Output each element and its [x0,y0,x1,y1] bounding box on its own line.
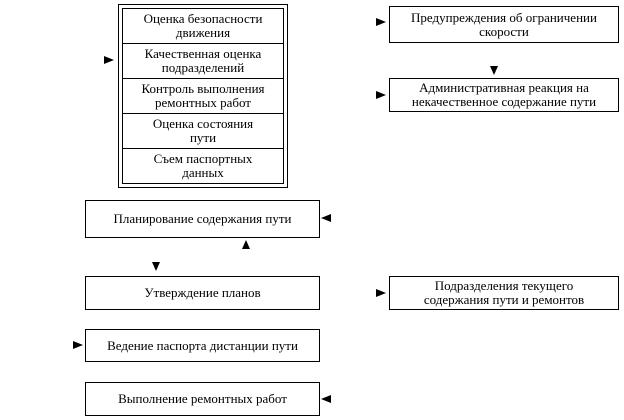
maintenance-planning-input-arrow [321,214,331,222]
track-condition-cell: Оценка состояния пути [123,114,283,149]
admin-response-input-arrow [376,91,386,99]
stack-input-arrow [104,56,114,64]
quality-assessment-cell: Качественная оценка подразделений [123,44,283,79]
speed-warnings-box: Предупреждения об ограничении скорости [389,6,619,43]
assessment-stack-inner [122,8,284,184]
repair-execution-box: Выполнение ремонтных работ [85,382,320,416]
maintenance-planning-box: Планирование содержания пути [85,200,320,238]
admin-response-box: Административная реакция на некачественное содержание пути [389,78,619,112]
planning-up-arrow [242,240,250,249]
repair-execution-input-arrow [321,395,331,403]
speed-warnings-input-arrow [376,18,386,26]
admin-response-top-arrow [490,66,498,75]
passport-keeping-input-arrow [73,341,83,349]
maintenance-units-box: Подразделения текущего содержания пути и ремонтов [389,276,619,310]
passport-keeping-box: Ведение паспорта дистанции пути [85,329,320,362]
maintenance-units-input-arrow [376,289,386,297]
safety-assessment-cell: Оценка безопасности движения [123,9,283,44]
passport-data-cell: Съем паспортных данных [153,151,253,180]
plan-approval-box: Утверждение планов [85,276,320,310]
repair-control-cell: Контроль выполнения ремонтных работ [123,79,283,114]
assessment-stack [118,4,288,188]
approval-top-arrow [152,262,160,271]
